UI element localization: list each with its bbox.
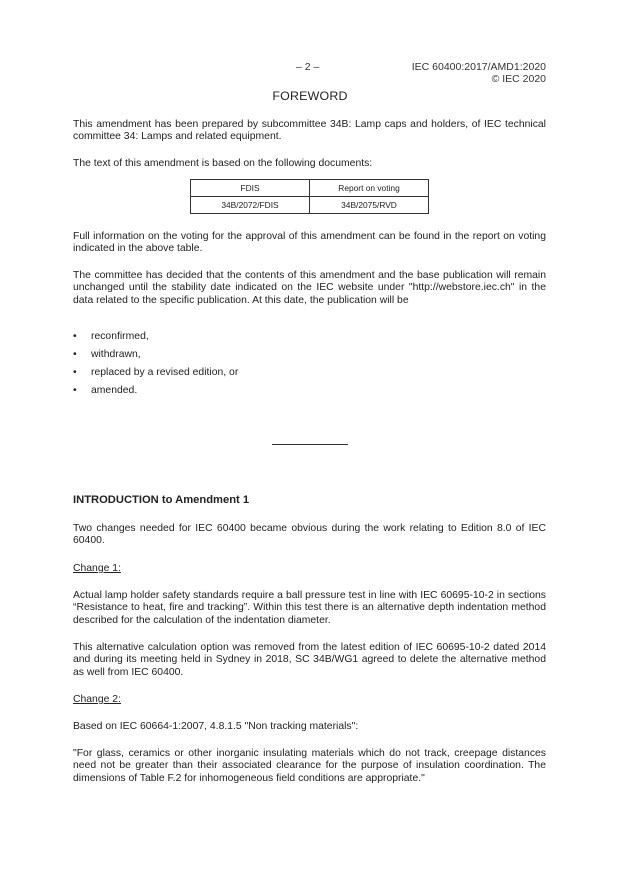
foreword-paragraph: The committee has decided that the contents of this amendment and the base publication will remain unchanged until the stability date indicated on the IEC website under "http://webstore.iec.ch" in the data related to the specific publication. At this date, the publication will be <box>73 270 546 306</box>
introduction-paragraph: Two changes needed for IEC 60400 became obvious during the work relating to Edition 8.0 of IEC 60400. <box>73 523 546 547</box>
foreword-title: FOREWORD <box>272 89 348 103</box>
page-number: – 2 – <box>296 61 320 73</box>
section-divider <box>272 444 348 445</box>
bullet-icon: • <box>73 349 77 360</box>
table-header-row <box>191 180 429 197</box>
document-id: IEC 60400:2017/AMD1:2020 <box>411 61 546 73</box>
table-cell: 34B/2075/RVD <box>310 197 429 214</box>
change-2-label: Change 2: <box>73 694 121 705</box>
table-cell: 34B/2072/FDIS <box>191 197 310 214</box>
introduction-title: INTRODUCTION to Amendment 1 <box>73 494 250 506</box>
foreword-paragraph: Full information on the voting for the approval of this amendment can be found in the report on voting indicated in the above table. <box>73 231 546 255</box>
change-2-quote: "For glass, ceramics or other inorganic insulating materials which do not track, creepage distances need not be greater than their associated clearance for the purpose of insulation coordination. The dimensions of Table F.2 for inhomogeneous field conditions are appropriate." <box>73 748 546 784</box>
table-header-cell: FDIS <box>191 180 310 197</box>
copyright: © IEC 2020 <box>491 73 546 85</box>
voting-documents-table <box>190 179 429 214</box>
foreword-paragraph: This amendment has been prepared by subcommittee 34B: Lamp caps and holders, of IEC technical committee 34: Lamps and related equipment. <box>73 119 546 143</box>
foreword-paragraph: The text of this amendment is based on the following documents: <box>73 158 373 169</box>
change-1-paragraph: This alternative calculation option was removed from the latest edition of IEC 60695-10-2 dated 2014 and during its meeting held in Sydney in 2018, SC 34B/WG1 agreed to delete the alternative method as well from IEC 60400. <box>73 642 546 678</box>
bullet-icon: • <box>73 385 77 396</box>
bullet-icon: • <box>73 331 77 342</box>
change-1-label: Change 1: <box>73 563 121 574</box>
bullet-icon: • <box>73 367 77 378</box>
change-2-paragraph: Based on IEC 60664-1:2007, 4.8.1.5 "Non tracking materials": <box>73 721 359 732</box>
document-page: – 2 – IEC 60400:2017/AMD1:2020 © IEC 2020 FOREWORD This amendment has been prepared by subcommittee 34B: Lamp caps and holders, of IEC technical committee 34: Lamps and related equipment. The text of this amendment is based on the following documents: FDIS Report on voting 34B/2072/FDIS 34B/2075/RVD Full information on the voting for the approval of this amendment can be found in the report on voting indicated in the above table. The committee has decided that the contents of this amendment and the base publication will remain unchanged until the stability date indicated on the IEC website under "http://webstore.iec.ch" in the data related to the specific publication. At this date, the publication will be • reconfirmed, • withdrawn, • replaced by a revised edition, or • amended. INTRODUCTION to Amendment 1 Two changes needed for IEC 60400 became obvious during the work relating to Edition 8.0 of IEC 60400. Change 1: Actual lamp holder safety standards require a ball pressure test in line with IEC 60695-10-2 in sections “Resistance to heat, fire and tracking”. Within this test there is an alternative depth indentation method described for the calculation of the indentation diameter. This alternative calculation option was removed from the latest edition of IEC 60695-10-2 dated 2014 and during its meeting held in Sydney in 2018, SC 34B/WG1 agreed to delete the alternative method as well from IEC 60400. Change 2: Based on IEC 60664-1:2007, 4.8.1.5 "Non tracking materials": "For glass, ceramics or other inorganic insulating materials which do not track, creepage distances need not be greater than their associated clearance for the purpose of insulation coordination. The dimensions of Table F.2 for inhomogeneous field conditions are appropriate." <box>0 0 620 877</box>
table-row <box>191 197 429 214</box>
change-1-paragraph: Actual lamp holder safety standards require a ball pressure test in line with IEC 60695-10-2 in sections “Resistance to heat, fire and tracking”. Within this test there is an alternative depth indentation method described for the calculation of the indentation diameter. <box>73 590 546 626</box>
table-header-cell: Report on voting <box>310 180 429 197</box>
